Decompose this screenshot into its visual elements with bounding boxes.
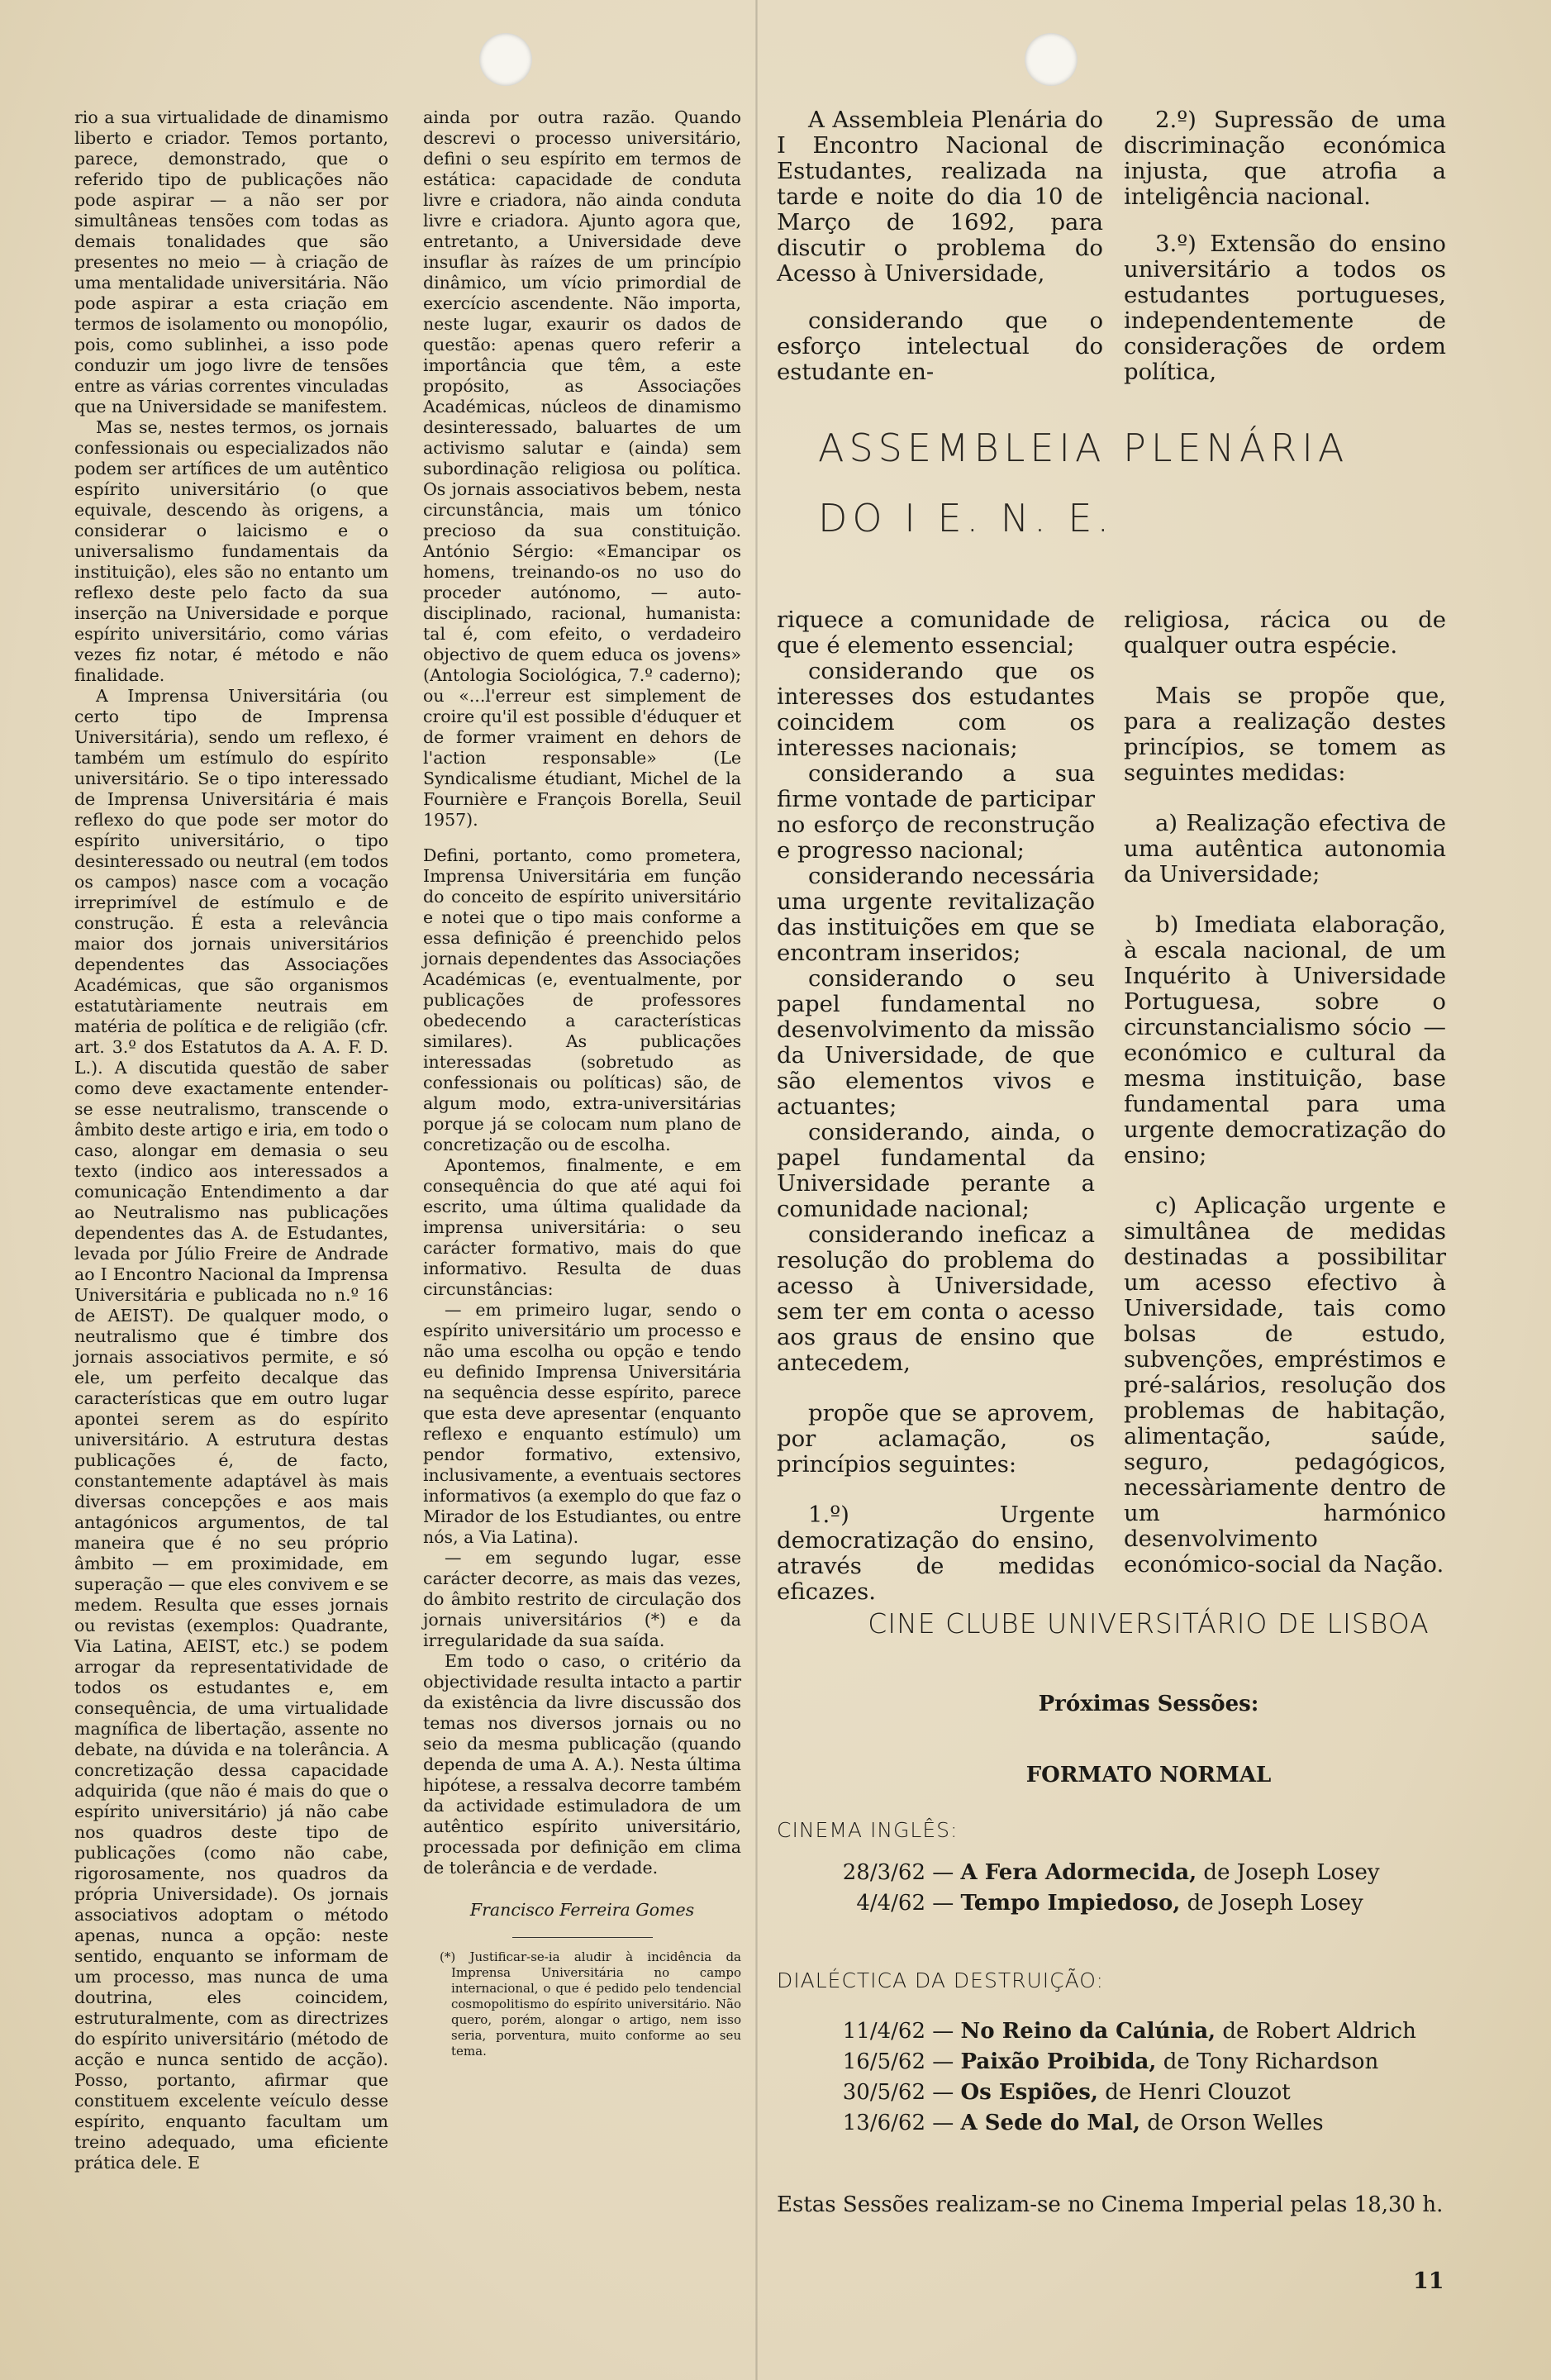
- session-date: 28/3/62: [842, 1860, 925, 1885]
- paragraph: ainda por outra razão. Quando descrevi o processo universitário, defini o seu espírito em termos de estática: capacidade de conduta livre e criadora, não ainda conduta livre e criadora. Ajunto agora que, entretanto, a Universidade deve insuflar às raízes de um princípio dinâmico, um vício primordial de exercício ascendente. Não importa, neste lugar, exaurir os dados de questão: apenas quero referir a importância que têm, a este propósito, as Associações Académicas, núcleos de dinamismo desinteressado, baluartes de um activismo salutar e (ainda) sem subordinação religiosa ou política. Os jornais associativos bebem, nesta circunstância, mais um tónico precioso da sua constituição. António Sérgio: «Emancipar os homens, treinando-os no uso do proceder autónomo, — auto-disciplinado, racional, humanista: tal é, com efeito, o verdadeiro objectivo de quem educa os jovens» (Antologia Sociológica, 7.º caderno); ou «...l'erreur est simplement de croire qu'il est possible d'éduquer et de former vraiment en dehors de l'action responsable» (Le Syndicalisme étudiant, Michel de la Fournière e François Borella, Seuil 1957).: [423, 107, 741, 830]
- session-film: Os Espiões,: [960, 2080, 1098, 2105]
- paragraph: Apontemos, finalmente, e em consequência do que até aqui foi escrito, uma última qualidade da imprensa universitária: o seu carácter formativo, mais do que informativo. Resulta de duas circunstâncias:: [423, 1155, 741, 1299]
- cine-section-title: DIALÉCTICA DA DESTRUIÇÃO:: [777, 1968, 1104, 1992]
- session-director: de Joseph Losey: [1197, 1860, 1380, 1885]
- article-column-left: [74, 107, 388, 2173]
- article-column-middle: [423, 107, 741, 2059]
- session-dash: —: [925, 2111, 961, 2135]
- punch-hole: [479, 33, 532, 86]
- paragraph: Defini, portanto, como prometera, Imprensa Universitária em função do conceito de espírito universitário e notei que o tipo mais conforme a essa definição é preenchido pelos jornais dependentes das Associações Académicas (e, eventualmente, por publicações de professores obedecendo a características similares). As publicações interessadas (sobretudo as confessionais ou políticas) são, de algum modo, extra-universitárias porque já se colocam num plano de concretização ou de escolha.: [423, 845, 741, 1154]
- paragraph: — em primeiro lugar, sendo o espírito universitário um processo e não uma escolha ou opção e tendo eu definido Imprensa Universitária na sequência desse espírito, parece que esta deve apresentar (enquanto reflexo e enquanto estímulo) um pendor formativo, extensivo, inclusivamente, a eventuais sectores informativos (a exemplo do que faz o Mirador de los Estudiantes, ou entre nós, a Via Latina).: [423, 1300, 741, 1547]
- session-date: 13/6/62: [842, 2111, 925, 2135]
- paragraph: Em todo o caso, o critério da objectividade resulta intacto a partir da existência da livre discussão dos temas nos diversos jornais ou no seio da mesma publicação (quando dependa de uma A. A.). Nesta última hipótese, a ressalva decorre também da actividade estimuladora de um autêntico espírito universitário, processada por definição em clima de tolerância e de verdade.: [423, 1651, 741, 1878]
- paragraph: Mais se propõe que, para a realização destes princípios, se tomem as seguintes medidas:: [1124, 683, 1446, 786]
- session-row: [826, 1888, 1380, 1919]
- session-director: de Orson Welles: [1139, 2111, 1324, 2135]
- paragraph: 1.º) Urgente democratização do ensino, através de medidas eficazes.: [777, 1502, 1095, 1605]
- footnote-rule: [512, 1937, 653, 1938]
- paragraph: b) Imediata elaboração, à escala nacional, de um Inquérito à Universidade Portuguesa, sobre o circunstancialismo sócio — económico e cultural da mesma instituição, base fundamental para uma urgente democratização do ensino;: [1124, 912, 1446, 1169]
- paragraph: propõe que se aprovem, por aclamação, os princípios seguintes:: [777, 1400, 1095, 1478]
- session-list: [826, 1858, 1380, 1919]
- cine-section-title: CINEMA INGLÊS:: [777, 1818, 959, 1842]
- session-row: [826, 2078, 1416, 2108]
- page-fold: [755, 0, 758, 2380]
- cine-clube-title: CINE CLUBE UNIVERSITÁRIO DE LISBOA: [868, 1607, 1430, 1640]
- session-director: de Tony Richardson: [1156, 2049, 1379, 2074]
- paragraph: — em segundo lugar, esse carácter decorre, as mais das vezes, do âmbito restrito de circulação dos jornais universitários (*) e da irregularidade da sua saída.: [423, 1548, 741, 1650]
- paragraph: A Assembleia Plenária do I Encontro Nacional de Estudantes, realizada na tarde e noite do dia 10 de Março de 1692, para discutir o problema do Acesso à Universidade,: [777, 107, 1103, 287]
- paragraph: a) Realização efectiva de uma autêntica autonomia da Universidade;: [1124, 810, 1446, 888]
- session-director: de Robert Aldrich: [1216, 2019, 1416, 2044]
- session-film: Paixão Proibida,: [960, 2049, 1157, 2074]
- cine-clube-format: FORMATO NORMAL: [1025, 1763, 1272, 1787]
- session-dash: —: [925, 2080, 961, 2105]
- paragraph: A Imprensa Universitária (ou certo tipo de Imprensa Universitária), sendo um reflexo, é também um estímulo do espírito universitário. Se o tipo interessado de Imprensa Universitária é mais reflexo do que pode ser motor do espírito universitário, o tipo desinteressado ou neutral (em todos os campos) nasce com a vocação irreprimível de estímulo e de construção. É esta a relevância maior dos jornais universitários dependentes das Associações Académicas, que são organismos estatutàriamente neutrais em matéria de política e de religião (cfr. art. 3.º dos Estatutos da A. A. F. D. L.). A discutida questão de saber como deve exactamente entender-se esse neutralismo, transcende o âmbito deste artigo e iria, em todo o caso, alongar em demasia o seu texto (indico aos interessados a comunicação Entendimento a dar ao Neutralismo nas publicações dependentes das A. de Estudantes, levada por Júlio Freire de Andrade ao I Encontro Nacional da Imprensa Universitária e publicada no n.º 16 de AEIST). De qualquer modo, o neutralismo que é timbre dos jornais associativos permite, e só ele, um perfeito decalque das características que em outro lugar apontei serem as do espírito universitário. A estrutura destas publicações é, de facto, constantemente adaptável às mais diversas concepções e aos mais antagónicos argumentos, de tal maneira que é no seu próprio âmbito — em proximidade, em superação — que eles convivem e se medem. Resulta que esses jornais ou revistas (exemplos: Quadrante, Via Latina, AEIST, etc.) se podem arrogar da representatividade de todos os estudantes e, em consequência, de uma virtualidade magnífica de libertação, assente no debate, na dúvida e na tolerância. A concretização dessa capacidade adquirida (que não é mais do que o espírito universitário) já não cabe nos quadros deste tipo de publicações (como não cabe, rigorosamente, nos quadros da própria Universidade). Os jornais associativos adoptam o método apenas, nunca a opção: neste sentido, enquanto se informam de um processo, mas nunca de uma doutrina, eles coincidem, estruturalmente, com as directrizes do espírito universitário (método de acção e nunca sentido de acção). Posso, portanto, afirmar que constituem excelente veículo desse espírito, enquanto facultam um treino adequado, uma eficiente prática dele. E: [74, 686, 388, 2173]
- session-row: [826, 2047, 1416, 2078]
- paragraph: considerando ineficaz a resolução do problema do acesso à Universidade, sem ter em conta o acesso aos graus de ensino que antecedem,: [777, 1221, 1095, 1376]
- session-dash: —: [925, 1891, 961, 1916]
- session-row: [826, 2016, 1416, 2047]
- session-film: A Fera Adormecida,: [960, 1860, 1197, 1885]
- paragraph: considerando necessária uma urgente revitalização das instituições em que se encontram inseridos;: [777, 863, 1095, 966]
- page-number: 11: [1413, 2268, 1444, 2294]
- paragraph: Mas se, nestes termos, os jornais confessionais ou especializados não podem ser artífices de um autêntico espírito universitário (o que equivale, descendo às origens, a considerar o laicismo e o universalismo fundamentais da instituição), eles são no entanto um reflexo deste pelo facto da sua inserção na Universidade e porque espírito universitário, como várias vezes fiz notar, é método e não finalidade.: [74, 417, 388, 685]
- session-director: de Henri Clouzot: [1097, 2080, 1291, 2105]
- assembleia-top-left: [777, 107, 1103, 385]
- assembleia-heading-line1: ASSEMBLEIA PLENÁRIA: [818, 426, 1349, 470]
- session-date: 16/5/62: [842, 2049, 925, 2074]
- paragraph: rio a sua virtualidade de dinamismo liberto e criador. Temos portanto, parece, demonstrado, que o referido tipo de publicações não pode aspirar — a não ser por simultâneas tensões com todas as demais tonalidades que são presentes no meio — à criação de uma mentalidade universitária. Não pode aspirar a esta criação em termos de isolamento ou monopólio, pois, como sublinhei, a isso pode conduzir um jogo livre de tensões entre as várias correntes vinculadas que na Universidade se manifestem.: [74, 107, 388, 416]
- punch-hole: [1025, 33, 1078, 86]
- assembleia-heading-line2: DO I E. N. E.: [818, 496, 1115, 540]
- cine-footer: Estas Sessões realizam-se no Cinema Imperial pelas 18,30 h.: [777, 2192, 1444, 2217]
- paragraph: considerando a sua firme vontade de participar no esforço de reconstrução e progresso nacional;: [777, 760, 1095, 864]
- footnote: (*) Justificar-se-ia aludir à incidência da Imprensa Universitária no campo internacional, o que é pedido pelo tendencial cosmopolitismo do espírito universitário. Não quero, porém, alongar o artigo, nem isso seria, porventura, muito conforme ao seu tema.: [440, 1949, 741, 2059]
- session-row: [826, 2108, 1416, 2139]
- cine-clube-subtitle: Próximas Sessões:: [1038, 1692, 1259, 1716]
- assembleia-top-right: [1124, 107, 1446, 385]
- paragraph: 2.º) Supressão de uma discriminação económica injusta, que atrofia a inteligência nacional.: [1124, 107, 1446, 210]
- session-date: 11/4/62: [842, 2019, 925, 2044]
- session-dash: —: [925, 2019, 961, 2044]
- session-dash: —: [925, 1860, 961, 1885]
- session-director: de Joseph Losey: [1180, 1891, 1363, 1916]
- session-list: [826, 2016, 1416, 2139]
- session-film: A Sede do Mal,: [960, 2111, 1140, 2135]
- session-film: Tempo Impiedoso,: [960, 1891, 1181, 1916]
- paragraph: religiosa, rácica ou de qualquer outra espécie.: [1124, 607, 1446, 659]
- paragraph: c) Aplicação urgente e simultânea de medidas destinadas a possibilitar um acesso efectivo à Universidade, tais como bolsas de estudo, subvenções, empréstimos e pré-salários, resolução dos problemas de habitação, alimentação, saúde, seguro, pedagógicos, necessàriamente dentro de um harmónico desenvolvimento económico-social da Nação.: [1124, 1192, 1446, 1578]
- paragraph: riquece a comunidade de que é elemento essencial;: [777, 607, 1095, 659]
- session-dash: —: [925, 2049, 961, 2074]
- assembleia-bottom-left: [777, 607, 1095, 1605]
- session-date: 4/4/62: [856, 1891, 925, 1916]
- session-film: No Reino da Calúnia,: [960, 2019, 1216, 2044]
- assembleia-bottom-right: [1124, 607, 1446, 1578]
- author-signature: Francisco Ferreira Gomes: [469, 1900, 695, 1920]
- paragraph: 3.º) Extensão do ensino universitário a todos os estudantes portugueses, independentemente de considerações de ordem política,: [1124, 231, 1446, 385]
- session-date: 30/5/62: [842, 2080, 925, 2105]
- paragraph: considerando o seu papel fundamental no desenvolvimento da missão da Universidade, de que são elementos vivos e actuantes;: [777, 965, 1095, 1120]
- session-row: [826, 1858, 1380, 1888]
- paragraph: considerando, ainda, o papel fundamental da Universidade perante a comunidade nacional;: [777, 1119, 1095, 1222]
- paragraph: considerando que o esforço intelectual do estudante en-: [777, 307, 1103, 385]
- paragraph: considerando que os interesses dos estudantes coincidem com os interesses nacionais;: [777, 658, 1095, 761]
